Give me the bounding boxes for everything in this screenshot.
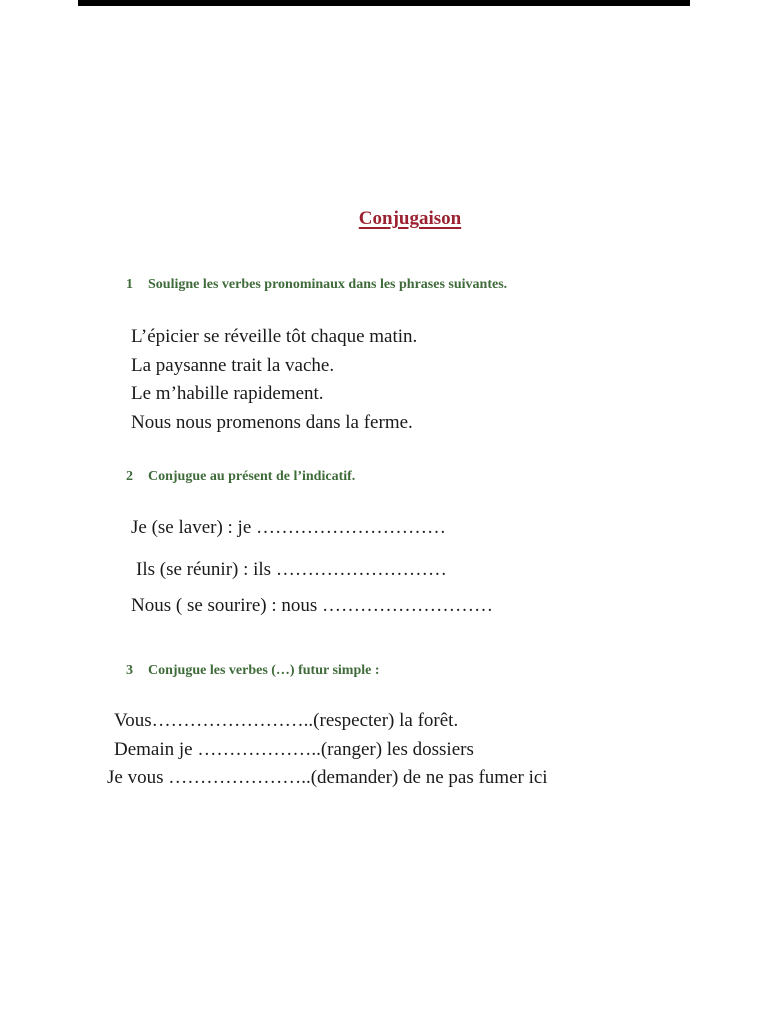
exercise-1-sentence: Le m’habille rapidement. (131, 383, 324, 404)
exercise-1-sentence: L’épicier se réveille tôt chaque matin. (131, 326, 418, 347)
exercise-3-item: Je vous …………………..(demander) de ne pas fumer ici (107, 767, 548, 788)
exercise-2-instruction (126, 469, 355, 485)
exercise-1-instruction (126, 277, 507, 293)
exercise-3-number: 3 (126, 663, 133, 678)
exercise-2-item: Je (se laver) : je ………………………… (131, 517, 447, 538)
exercise-3-instruction-text: Conjugue les verbes (…) futur simple : (148, 663, 380, 678)
exercise-1-sentence: La paysanne trait la vache. (131, 355, 335, 376)
page-title: Conjugaison (358, 208, 462, 229)
exercise-1-instruction-text: Souligne les verbes pronominaux dans les phrases suivantes. (148, 277, 508, 292)
exercise-3-instruction (126, 663, 380, 679)
exercise-1-sentence: Nous nous promenons dans la ferme. (131, 412, 413, 433)
exercise-2-number: 2 (126, 469, 133, 484)
exercise-2-item: Nous ( se sourire) : nous ……………………… (131, 595, 494, 616)
exercise-2-instruction-text: Conjugue au présent de l’indicatif. (148, 469, 356, 484)
exercise-1-number: 1 (126, 277, 133, 292)
exercise-2-item: Ils (se réunir) : ils ……………………… (136, 559, 447, 580)
top-border-bar (78, 0, 690, 6)
exercise-3-item: Vous……………………..(respecter) la forêt. (114, 710, 459, 731)
exercise-3-item: Demain je ………………..(ranger) les dossiers (114, 739, 474, 760)
